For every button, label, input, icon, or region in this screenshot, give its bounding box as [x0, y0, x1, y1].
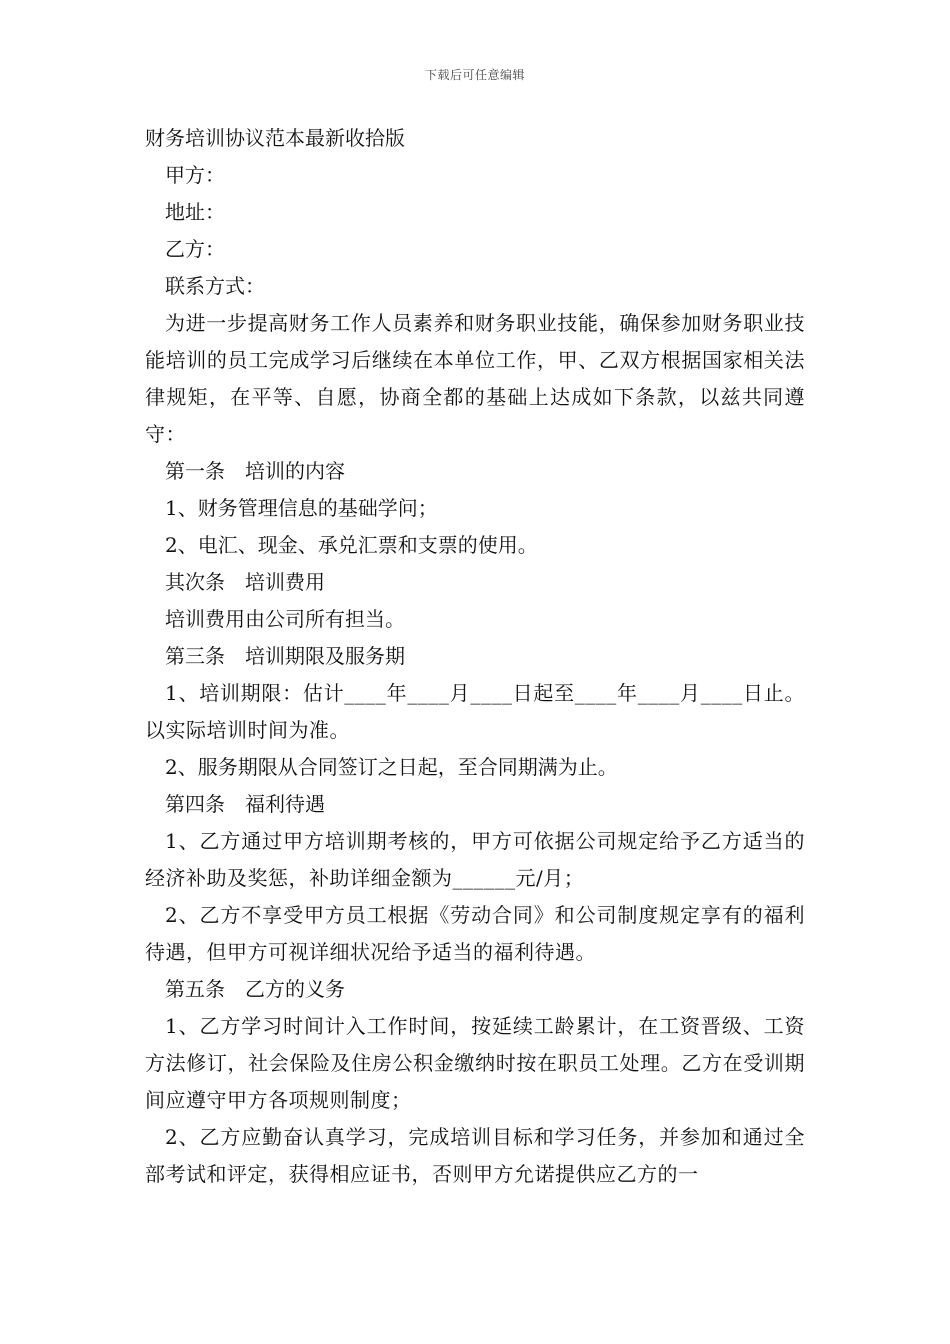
article-3-item-2: 2、服务期限从合同签订之日起，至合同期满为止。 — [165, 755, 618, 779]
party-a-label: 甲方： — [165, 163, 225, 187]
contact-label: 联系方式： — [165, 274, 265, 298]
article-5-item-1: 1、乙方学习时间计入工作时间，按延续工龄累计，在工资晋级、工资方法修订，社会保险及住房公积金缴纳时按在职员工处理。乙方在受训期间应遵守甲方各项规则制度； — [145, 1014, 805, 1112]
article-5-item-2: 2、乙方应勤奋认真学习，完成培训目标和学习任务，并参加和通过全部考试和评定，获得相应证书，否则甲方允诺提供应乙方的一 — [145, 1125, 805, 1186]
article-4-item-1: 1、乙方通过甲方培训期考核的，甲方可依据公司规定给予乙方适当的经济补助及奖惩，补助详细金额为______元/月； — [145, 829, 805, 890]
article-5-heading: 第五条 乙方的义务 — [165, 977, 345, 1001]
article-1-item-1: 1、财务管理信息的基础学问； — [165, 496, 438, 520]
article-1-heading: 第一条 培训的内容 — [165, 459, 345, 483]
article-2-heading: 其次条 培训费用 — [165, 570, 325, 594]
intro-paragraph: 为进一步提高财务工作人员素养和财务职业技能，确保参加财务职业技能培训的员工完成学习后继续在本单位工作，甲、乙双方根据国家相关法律规矩，在平等、自愿，协商全都的基础上达成如下条款，以兹共同遵守： — [145, 311, 805, 446]
article-3-heading: 第三条 培训期限及服务期 — [165, 644, 405, 668]
article-4-heading: 第四条 福利待遇 — [165, 792, 325, 816]
article-4-item-2: 2、乙方不享受甲方员工根据《劳动合同》和公司制度规定享有的福利待遇，但甲方可视详细状况给予适当的福利待遇。 — [145, 903, 805, 964]
address-label: 地址： — [165, 200, 225, 224]
article-2-text: 培训费用由公司所有担当。 — [165, 607, 405, 631]
party-b-label: 乙方： — [165, 237, 225, 261]
article-3-item-1: 1、培训期限：估计____年____月____日起至____年____月____日止。以实际培训时间为准。 — [145, 681, 805, 742]
document-title: 财务培训协议范本最新收拾版 — [145, 126, 405, 150]
header-note: 下载后可任意编辑 — [424, 68, 525, 82]
article-1-item-2: 2、电汇、现金、承兑汇票和支票的使用。 — [165, 533, 538, 557]
document-body — [145, 120, 805, 1193]
